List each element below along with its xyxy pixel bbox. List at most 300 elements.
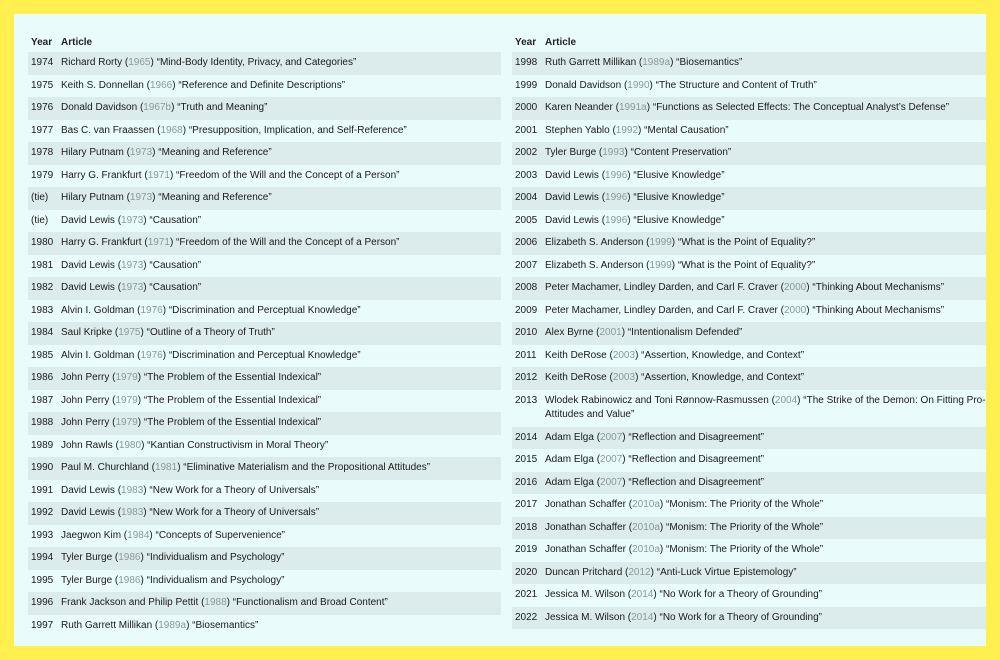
- author: Tyler Burge: [545, 147, 597, 158]
- article-cell: Ruth Garrett Millikan (1989a) “Biosemantics”: [61, 619, 259, 631]
- table-row: [28, 615, 501, 638]
- article-cell: Elizabeth S. Anderson (1999) “What is the Point of Equality?”: [545, 259, 816, 271]
- article-title: “Elusive Knowledge”: [633, 214, 725, 226]
- year-cell: 1994: [31, 552, 54, 563]
- pub-date: 1986: [118, 574, 141, 586]
- article-title: “Thinking About Mechanisms”: [812, 282, 945, 293]
- article-title: “Monism: The Priority of the Whole”: [666, 499, 824, 510]
- article-title: “The Problem of the Essential Indexical”: [143, 417, 322, 428]
- year-cell: 1974: [31, 57, 54, 68]
- article-cell: Harry G. Frankfurt (1971) “Freedom of the Will and the Concept of a Person”: [61, 237, 400, 248]
- table-row: [512, 449, 986, 472]
- table-row: [28, 210, 501, 233]
- year-cell: 1977: [31, 124, 54, 136]
- article-cell: Jessica M. Wilson (2014) “No Work for a Theory of Grounding”: [545, 611, 822, 623]
- author: Jonathan Schaffer: [545, 544, 626, 555]
- author: Karen Neander: [545, 102, 613, 113]
- year-cell: 2022: [515, 611, 538, 623]
- author: John Perry: [61, 394, 110, 406]
- table-row: [512, 367, 986, 390]
- article-cell: John Perry (1979) “The Problem of the Essential Indexical”: [61, 417, 322, 428]
- author: Keith DeRose: [545, 349, 607, 361]
- article-cell: Hilary Putnam (1973) “Meaning and Reference”: [61, 192, 272, 203]
- author: Keith DeRose: [545, 372, 607, 383]
- article-title: “The Strike of the Demon: On Fitting Pro-Attitudes and Value”: [545, 394, 986, 420]
- article-cell: Hilary Putnam (1973) “Meaning and Reference”: [61, 147, 272, 158]
- article-column-header: Article: [545, 36, 577, 48]
- article-title: “Reflection and Disagreement”: [628, 476, 765, 488]
- article-title: “Content Preservation”: [630, 147, 732, 158]
- article-cell: John Perry (1979) “The Problem of the Essential Indexical”: [61, 372, 322, 383]
- article-title: “Reflection and Disagreement”: [628, 431, 765, 443]
- article-title: “Anti-Luck Virtue Epistemology”: [656, 566, 797, 578]
- pub-date: 2014: [631, 589, 654, 600]
- table-row: [28, 547, 501, 570]
- author: Frank Jackson and Philip Pettit: [61, 597, 199, 608]
- pub-date: 1989a: [642, 57, 671, 68]
- pub-date: 1980: [118, 439, 142, 451]
- year-cell: 2008: [515, 282, 538, 293]
- right-column: [512, 32, 986, 629]
- article-cell: Ruth Garrett Millikan (1989a) “Biosemantics”: [545, 57, 743, 68]
- year-cell: 2006: [515, 237, 538, 248]
- year-cell: 2010: [515, 327, 538, 338]
- author: Paul M. Churchland: [61, 462, 149, 473]
- pub-date: 1968: [160, 124, 183, 136]
- author: Alvin I. Goldman: [61, 304, 135, 316]
- article-title: “The Structure and Content of Truth”: [655, 79, 817, 91]
- author: Saul Kripke: [61, 327, 113, 338]
- article-title: “Assertion, Knowledge, and Context”: [641, 372, 805, 383]
- table-row: [28, 457, 501, 480]
- table-header-row: [512, 32, 986, 52]
- year-cell: 2019: [515, 544, 538, 555]
- year-cell: 1978: [31, 147, 54, 158]
- article-title: “Biosemantics”: [676, 57, 743, 68]
- year-cell: 2014: [515, 431, 538, 443]
- author: John Perry: [61, 372, 110, 383]
- article-title: “Mind-Body Identity, Privacy, and Categories”: [156, 57, 357, 68]
- author: Donald Davidson: [61, 102, 138, 113]
- article-title: “Elusive Knowledge”: [633, 192, 725, 203]
- year-cell: (tie): [31, 192, 49, 203]
- year-cell: 1985: [31, 349, 54, 361]
- year-cell: 2011: [515, 349, 537, 361]
- author: Jessica M. Wilson: [545, 589, 626, 600]
- table-body-right: [512, 52, 986, 629]
- article-title: “Monism: The Priority of the Whole”: [666, 521, 824, 533]
- table-row: [28, 412, 501, 435]
- pub-date: 1990: [627, 79, 650, 91]
- article-cell: Richard Rorty (1965) “Mind-Body Identity, Privacy, and Categories”: [61, 57, 357, 68]
- table-body-left: [28, 52, 501, 637]
- year-cell: 1993: [31, 529, 54, 541]
- author: Stephen Yablo: [545, 124, 610, 136]
- pub-date: 2000: [784, 282, 807, 293]
- table-row: [512, 517, 986, 540]
- article-cell: Adam Elga (2007) “Reflection and Disagreement”: [545, 476, 765, 488]
- article-column-header: Article: [61, 36, 93, 48]
- article-title: “Presupposition, Implication, and Self-Reference”: [188, 124, 407, 136]
- year-cell: 1982: [31, 282, 54, 293]
- table-row: [512, 390, 986, 427]
- pub-date: 1981: [154, 462, 178, 473]
- article-cell: Keith S. Donnellan (1966) “Reference and Definite Descriptions”: [61, 79, 346, 91]
- table-row: [512, 165, 986, 188]
- article-cell: Frank Jackson and Philip Pettit (1988) “Functionalism and Broad Content”: [61, 597, 388, 608]
- author: Hilary Putnam: [61, 147, 124, 158]
- article-cell: Karen Neander (1991a) “Functions as Selected Effects: The Conceptual Analyst’s Defense”: [545, 102, 950, 113]
- year-cell: 2001: [515, 124, 538, 136]
- year-cell: 2000: [515, 102, 538, 113]
- table-row: [512, 472, 986, 495]
- pub-date: 1996: [605, 192, 628, 203]
- author: Keith S. Donnellan: [61, 79, 144, 91]
- article-title: “What is the Point of Equality?”: [677, 259, 816, 271]
- table-row: [28, 165, 501, 188]
- year-cell: 2020: [515, 566, 538, 578]
- year-cell: 1986: [31, 372, 54, 383]
- pub-date: 2010a: [632, 544, 660, 555]
- year-cell: 2002: [515, 147, 538, 158]
- table-row: [512, 584, 986, 607]
- article-cell: Donald Davidson (1990) “The Structure and Content of Truth”: [545, 79, 817, 91]
- author: Jonathan Schaffer: [545, 499, 626, 510]
- pub-date: 1993: [602, 147, 625, 158]
- author: Donald Davidson: [545, 79, 622, 91]
- article-cell: David Lewis (1983) “New Work for a Theory of Universals”: [61, 484, 320, 496]
- author: Elizabeth S. Anderson: [545, 259, 644, 271]
- author: Tyler Burge: [61, 574, 113, 586]
- table-row: [28, 232, 501, 255]
- table-row: [512, 142, 986, 165]
- author: Peter Machamer, Lindley Darden, and Carl F. Craver: [545, 304, 778, 316]
- year-cell: 1981: [31, 259, 54, 271]
- author: Ruth Garrett Millikan: [61, 619, 153, 631]
- pub-date: 1965: [128, 57, 151, 68]
- year-cell: 1999: [515, 79, 538, 91]
- article-cell: David Lewis (1996) “Elusive Knowledge”: [545, 192, 725, 203]
- pub-date: 2003: [612, 349, 636, 361]
- year-cell: 2003: [515, 169, 538, 181]
- pub-date: 1984: [127, 529, 150, 541]
- article-cell: Peter Machamer, Lindley Darden, and Carl F. Craver (2000) “Thinking About Mechanisms”: [545, 304, 945, 316]
- year-cell: 1996: [31, 597, 54, 608]
- pub-date: 1971: [147, 237, 170, 248]
- article-title: “New Work for a Theory of Universals”: [149, 507, 320, 518]
- article-cell: Saul Kripke (1975) “Outline of a Theory of Truth”: [61, 327, 275, 338]
- author: Adam Elga: [545, 454, 594, 465]
- year-cell: 2007: [515, 259, 538, 271]
- table-row: [28, 502, 501, 525]
- author: Duncan Pritchard: [545, 566, 623, 578]
- table-row: [28, 75, 501, 98]
- pub-date: 2010a: [632, 499, 660, 510]
- article-cell: Alex Byrne (2001) “Intentionalism Defended”: [545, 327, 743, 338]
- table-row: [512, 52, 986, 75]
- year-cell: 1991: [31, 484, 54, 496]
- article-cell: Jonathan Schaffer (2010a) “Monism: The Priority of the Whole”: [545, 521, 824, 533]
- table-row: [28, 120, 501, 143]
- table-row: [512, 210, 986, 233]
- article-title: “Causation”: [149, 214, 202, 226]
- article-cell: Stephen Yablo (1992) “Mental Causation”: [545, 124, 729, 136]
- pub-date: 2000: [784, 304, 807, 316]
- table-row: [512, 494, 986, 517]
- author: David Lewis: [545, 192, 599, 203]
- author: Bas C. van Fraassen: [61, 124, 155, 136]
- article-title: “Monism: The Priority of the Whole”: [666, 544, 824, 555]
- article-title: “Functionalism and Broad Content”: [232, 597, 388, 608]
- year-cell: 2005: [515, 214, 538, 226]
- pub-date: 1979: [115, 394, 138, 406]
- pub-date: 1996: [605, 169, 628, 181]
- table-row: [28, 367, 501, 390]
- author: Hilary Putnam: [61, 192, 124, 203]
- table-row: [28, 187, 501, 210]
- article-title: “Functions as Selected Effects: The Conceptual Analyst’s Defense”: [652, 102, 950, 113]
- article-title: “Causation”: [149, 259, 202, 271]
- year-cell: 1984: [31, 327, 54, 338]
- pub-date: 1991a: [618, 102, 647, 113]
- pub-date: 2014: [631, 611, 654, 623]
- table-row: [512, 607, 986, 630]
- article-cell: Tyler Burge (1986) “Individualism and Psychology”: [61, 574, 285, 586]
- table-row: [512, 187, 986, 210]
- article-title: “Kantian Constructivism in Moral Theory”: [147, 439, 329, 451]
- table-row: [512, 277, 986, 300]
- article-cell: Keith DeRose (2003) “Assertion, Knowledge, and Context”: [545, 349, 805, 361]
- table-row: [28, 390, 501, 413]
- author: Jonathan Schaffer: [545, 521, 626, 533]
- year-cell: 1979: [31, 169, 54, 181]
- author: John Perry: [61, 417, 110, 428]
- article-title: “Truth and Meaning”: [177, 102, 268, 113]
- table-row: [28, 345, 501, 368]
- table-row: [28, 570, 501, 593]
- article-title: “Intentionalism Defended”: [627, 327, 743, 338]
- author: Harry G. Frankfurt: [61, 169, 142, 181]
- article-title: “Biosemantics”: [192, 619, 259, 631]
- article-cell: Wlodek Rabinowicz and Toni Rønnow-Rasmussen (2004) “The Strike of the Demon: On Fitting Pro-Attitudes and Value”: [545, 394, 986, 420]
- article-cell: Tyler Burge (1986) “Individualism and Psychology”: [61, 552, 285, 563]
- pub-date: 1979: [115, 372, 138, 383]
- articles-table-left: [28, 32, 501, 637]
- article-title: “No Work for a Theory of Grounding”: [659, 589, 822, 600]
- table-row: [512, 539, 986, 562]
- table-row: [28, 322, 501, 345]
- article-title: “Freedom of the Will and the Concept of a Person”: [176, 237, 400, 248]
- table-row: [512, 120, 986, 143]
- author: John Rawls: [61, 439, 113, 451]
- year-cell: 1975: [31, 79, 54, 91]
- article-title: “Individualism and Psychology”: [146, 552, 285, 563]
- article-cell: Keith DeRose (2003) “Assertion, Knowledge, and Context”: [545, 372, 805, 383]
- author: Jessica M. Wilson: [545, 611, 626, 623]
- table-header-row: [28, 32, 501, 52]
- article-cell: David Lewis (1973) “Causation”: [61, 259, 202, 271]
- article-title: “Concepts of Supervenience”: [155, 529, 286, 541]
- author: David Lewis: [545, 214, 599, 226]
- year-column-header: Year: [31, 36, 53, 48]
- year-cell: 2004: [515, 192, 538, 203]
- table-row: [512, 562, 986, 585]
- pub-date: 2001: [599, 327, 622, 338]
- year-cell: 1983: [31, 304, 54, 316]
- author: Adam Elga: [545, 431, 594, 443]
- article-cell: Jonathan Schaffer (2010a) “Monism: The Priority of the Whole”: [545, 499, 824, 510]
- table-row: [28, 277, 501, 300]
- table-row: [512, 300, 986, 323]
- pub-date: 1975: [118, 327, 141, 338]
- article-title: “The Problem of the Essential Indexical”: [143, 394, 322, 406]
- year-cell: 1988: [31, 417, 54, 428]
- author: Jaegwon Kim: [61, 529, 122, 541]
- year-cell: 1976: [31, 102, 54, 113]
- article-title: “Elusive Knowledge”: [633, 169, 725, 181]
- pub-date: 1973: [121, 282, 144, 293]
- year-cell: 2012: [515, 372, 538, 383]
- article-title: “The Problem of the Essential Indexical”: [143, 372, 322, 383]
- year-cell: 1995: [31, 574, 54, 586]
- article-cell: Adam Elga (2007) “Reflection and Disagreement”: [545, 454, 765, 465]
- table-row: [28, 592, 501, 615]
- article-cell: David Lewis (1996) “Elusive Knowledge”: [545, 214, 725, 226]
- pub-date: 1973: [129, 192, 153, 203]
- table-row: [28, 255, 501, 278]
- pub-date: 2007: [600, 476, 623, 488]
- author: Alvin I. Goldman: [61, 349, 135, 361]
- year-cell: 1989: [31, 439, 54, 451]
- article-title: “New Work for a Theory of Universals”: [149, 484, 320, 496]
- year-cell: 1980: [31, 237, 54, 248]
- article-title: “Individualism and Psychology”: [146, 574, 285, 586]
- table-row: [512, 427, 986, 450]
- article-title: “Meaning and Reference”: [158, 147, 272, 158]
- article-cell: David Lewis (1973) “Causation”: [61, 214, 202, 226]
- table-row: [28, 525, 501, 548]
- table-row: [512, 97, 986, 120]
- article-title: “Eliminative Materialism and the Propositional Attitudes”: [183, 462, 431, 473]
- article-title: “Thinking About Mechanisms”: [812, 304, 945, 316]
- pub-date: 1966: [149, 79, 173, 91]
- year-cell: 2021: [515, 589, 538, 600]
- author: Ruth Garrett Millikan: [545, 57, 637, 68]
- author: David Lewis: [61, 282, 115, 293]
- author: Tyler Burge: [61, 552, 113, 563]
- table-row: [28, 97, 501, 120]
- article-cell: Jessica M. Wilson (2014) “No Work for a Theory of Grounding”: [545, 589, 822, 600]
- article-cell: David Lewis (1983) “New Work for a Theory of Universals”: [61, 507, 320, 518]
- article-cell: Jonathan Schaffer (2010a) “Monism: The Priority of the Whole”: [545, 544, 824, 555]
- pub-date: 2007: [600, 431, 623, 443]
- pub-date: 1989a: [158, 619, 187, 631]
- author: David Lewis: [545, 169, 599, 181]
- pub-date: 1973: [121, 214, 144, 226]
- article-title: “Assertion, Knowledge, and Context”: [641, 349, 805, 361]
- pub-date: 1996: [605, 214, 628, 226]
- year-cell: 2015: [515, 454, 538, 465]
- article-cell: Adam Elga (2007) “Reflection and Disagreement”: [545, 431, 765, 443]
- year-cell: (tie): [31, 214, 49, 226]
- pub-date: 1986: [118, 552, 141, 563]
- pub-date: 2004: [774, 394, 798, 406]
- table-row: [512, 345, 986, 368]
- article-title: “What is the Point of Equality?”: [677, 237, 816, 248]
- page-frame: [14, 14, 986, 646]
- year-cell: 1997: [31, 619, 54, 631]
- author: Richard Rorty: [61, 57, 123, 68]
- year-cell: 2018: [515, 521, 538, 533]
- pub-date: 1992: [615, 124, 639, 136]
- pub-date: 1973: [121, 259, 144, 271]
- article-cell: Tyler Burge (1993) “Content Preservation”: [545, 147, 732, 158]
- article-title: “Mental Causation”: [644, 124, 729, 136]
- pub-date: 1971: [147, 169, 170, 181]
- author: David Lewis: [61, 259, 115, 271]
- article-cell: Jaegwon Kim (1984) “Concepts of Supervenience”: [61, 529, 286, 541]
- year-column-header: Year: [515, 36, 537, 48]
- left-column: [28, 32, 501, 637]
- pub-date: 1976: [140, 349, 163, 361]
- pub-date: 1979: [115, 417, 138, 428]
- article-title: “Outline of a Theory of Truth”: [146, 327, 275, 338]
- year-cell: 2013: [515, 394, 538, 406]
- author: David Lewis: [61, 484, 115, 496]
- article-cell: David Lewis (1996) “Elusive Knowledge”: [545, 169, 725, 181]
- pub-date: 1999: [649, 237, 672, 248]
- author: Alex Byrne: [545, 327, 594, 338]
- pub-date: 1983: [121, 507, 144, 518]
- pub-date: 1973: [129, 147, 153, 158]
- year-cell: 1987: [31, 394, 54, 406]
- pub-date: 2003: [612, 372, 636, 383]
- article-cell: Bas C. van Fraassen (1968) “Presupposition, Implication, and Self-Reference”: [61, 124, 407, 136]
- pub-date: 1967b: [143, 102, 172, 113]
- pub-date: 2012: [628, 566, 651, 578]
- article-cell: Duncan Pritchard (2012) “Anti-Luck Virtue Epistemology”: [545, 566, 797, 578]
- year-cell: 1998: [515, 57, 538, 68]
- year-cell: 1992: [31, 507, 54, 518]
- table-row: [28, 300, 501, 323]
- article-cell: Paul M. Churchland (1981) “Eliminative Materialism and the Propositional Attitudes”: [61, 462, 431, 473]
- author: Harry G. Frankfurt: [61, 237, 142, 248]
- pub-date: 1999: [649, 259, 672, 271]
- pub-date: 2010a: [632, 521, 660, 533]
- table-row: [512, 75, 986, 98]
- table-row: [512, 255, 986, 278]
- article-cell: John Perry (1979) “The Problem of the Essential Indexical”: [61, 394, 322, 406]
- table-row: [28, 52, 501, 75]
- year-cell: 2016: [515, 476, 538, 488]
- article-title: “Causation”: [149, 282, 202, 293]
- article-title: “Reference and Definite Descriptions”: [178, 79, 346, 91]
- article-cell: Elizabeth S. Anderson (1999) “What is the Point of Equality?”: [545, 237, 816, 248]
- article-cell: Alvin I. Goldman (1976) “Discrimination and Perceptual Knowledge”: [61, 349, 361, 361]
- article-cell: Donald Davidson (1967b) “Truth and Meaning”: [61, 102, 268, 113]
- article-cell: John Rawls (1980) “Kantian Constructivism in Moral Theory”: [61, 439, 329, 451]
- article-title: “Discrimination and Perceptual Knowledge”: [168, 304, 361, 316]
- article-title: “Freedom of the Will and the Concept of a Person”: [176, 169, 400, 181]
- article-cell: Harry G. Frankfurt (1971) “Freedom of the Will and the Concept of a Person”: [61, 169, 400, 181]
- article-title: “Discrimination and Perceptual Knowledge”: [168, 349, 361, 361]
- author: Adam Elga: [545, 476, 594, 488]
- table-row: [28, 142, 501, 165]
- author: David Lewis: [61, 507, 115, 518]
- table-row: [28, 435, 501, 458]
- article-cell: David Lewis (1973) “Causation”: [61, 282, 202, 293]
- year-cell: 1990: [31, 462, 54, 473]
